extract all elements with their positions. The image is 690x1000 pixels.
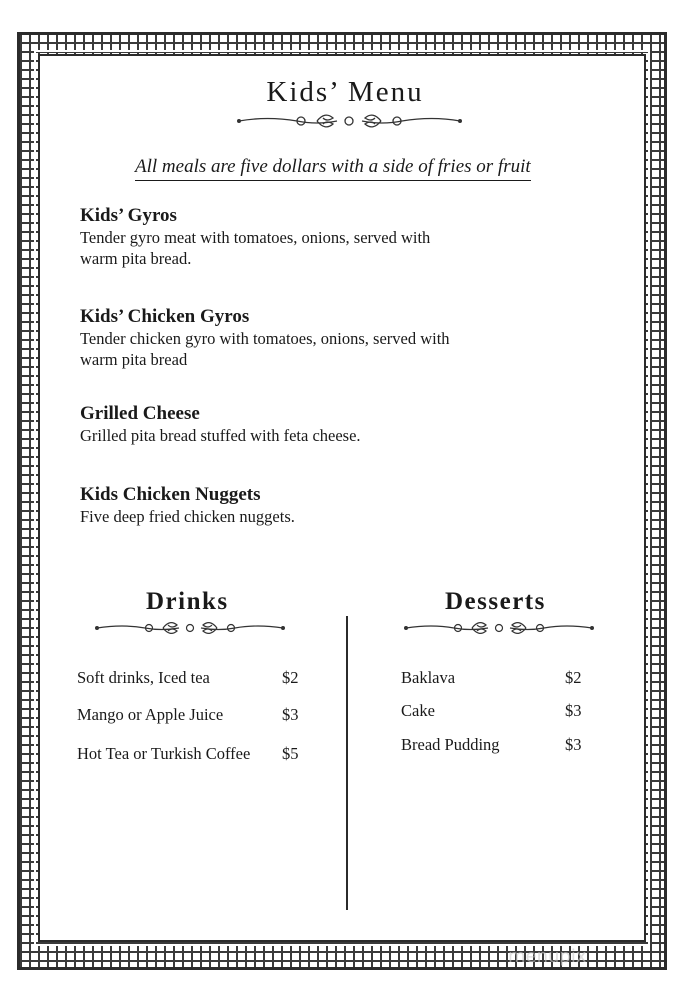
title-ornament-icon [237,110,462,132]
menu-item [80,205,600,269]
dessert-price: $3 [565,735,582,754]
column-divider [346,616,348,910]
drink-name: Soft drinks, Iced tea [77,668,210,687]
watermark: menupix [508,946,587,967]
dessert-name: Baklava [401,668,456,687]
dessert-price: $2 [565,668,582,687]
item-description: Five deep fried chicken nuggets. [80,507,295,526]
desserts-heading: Desserts [445,588,546,615]
item-description: warm pita bread [80,350,188,369]
drinks-ornament-icon [95,618,285,638]
dessert-name: Cake [401,701,435,720]
drink-price: $5 [282,744,299,763]
drink-price: $2 [282,668,299,687]
drink-name: Hot Tea or Turkish Coffee [77,744,251,763]
menu-item [80,484,600,527]
menu-item [80,306,600,370]
desserts-ornament-icon [404,618,594,638]
item-name: Kids’ Chicken Gyros [80,306,250,327]
drink-price: $3 [282,705,299,724]
item-name: Kids’ Gyros [80,205,177,226]
menu-title: Kids’ Menu [266,76,424,108]
item-description: Tender gyro meat with tomatoes, onions, served with [80,228,431,247]
item-name: Grilled Cheese [80,403,200,424]
item-description: Grilled pita bread stuffed with feta cheese. [80,426,361,445]
dessert-price: $3 [565,701,582,720]
drink-name: Mango or Apple Juice [77,705,224,724]
item-description: Tender chicken gyro with tomatoes, onions, served with [80,329,450,348]
meals-subtitle: All meals are five dollars with a side of fries or fruit [135,156,531,181]
item-description: warm pita bread. [80,249,192,268]
drinks-heading: Drinks [146,588,229,615]
dessert-name: Bread Pudding [401,735,500,754]
item-name: Kids Chicken Nuggets [80,484,261,505]
menu-item [80,403,600,446]
